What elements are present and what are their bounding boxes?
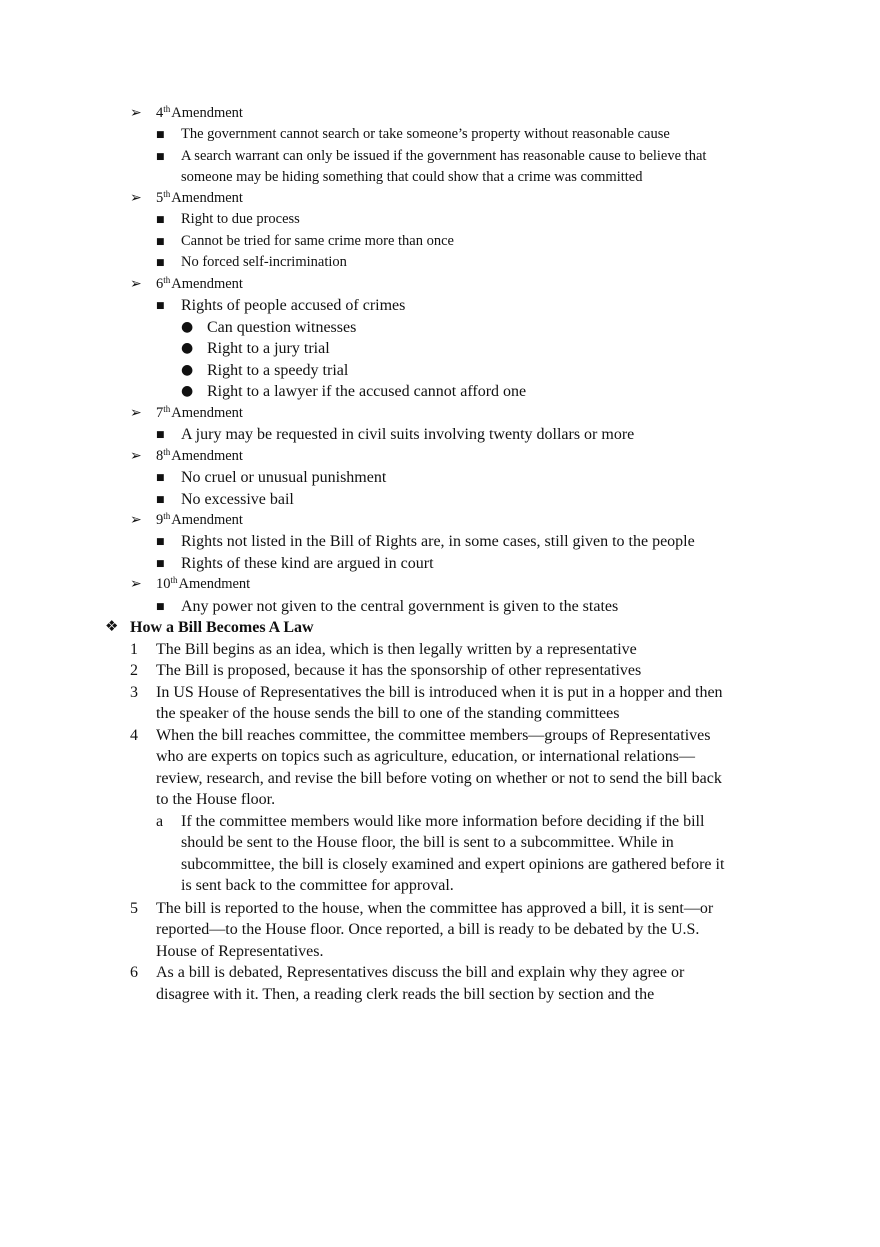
round-bullet-icon: ● — [181, 362, 194, 378]
substep-text: subcommittee, the bill is closely examined and expert opinions are gathered before it — [181, 856, 725, 873]
step-text: who are experts on topics such as agriculture, education, or international relations— — [156, 748, 695, 765]
step-text: When the bill reaches committee, the committee members—groups of Representatives — [156, 727, 711, 744]
step-text: disagree with it. Then, a reading clerk reads the bill section by section and the — [156, 986, 655, 1003]
amendment-heading — [156, 277, 243, 292]
arrow-bullet-icon: ➢ — [130, 405, 142, 421]
step-text: the speaker of the house sends the bill to one of the standing committees — [156, 705, 620, 722]
amendment-heading — [156, 191, 243, 206]
substep-letter: a — [156, 813, 164, 830]
square-bullet-icon: ■ — [156, 130, 165, 140]
amendment-point-text: Rights of these kind are argued in court — [181, 555, 434, 572]
section-title: How a Bill Becomes A Law — [130, 619, 314, 636]
square-bullet-icon: ■ — [156, 602, 165, 612]
arrow-bullet-icon: ➢ — [130, 448, 142, 464]
amendment-heading — [156, 449, 243, 464]
amendment-point-text: Cannot be tried for same crime more than once — [181, 233, 454, 249]
amendment-ordinal-suffix: th — [163, 275, 171, 285]
amendment-heading — [156, 577, 250, 592]
amendment-label: Amendment — [171, 190, 243, 206]
square-bullet-icon: ■ — [156, 495, 165, 505]
arrow-bullet-icon: ➢ — [130, 276, 142, 292]
step-text: reported—to the House floor. Once reported, a bill is ready to be debated by the U.S. — [156, 921, 700, 938]
amendment-point-text: No excessive bail — [181, 491, 294, 508]
amendment-ordinal-suffix: th — [163, 104, 171, 114]
amendment-number: 10 — [156, 576, 171, 592]
amendment-point-text: A jury may be requested in civil suits involving twenty dollars or more — [181, 426, 635, 443]
round-bullet-icon: ● — [181, 383, 194, 399]
right-item-text: Can question witnesses — [207, 319, 357, 336]
step-text: The Bill begins as an idea, which is then legally written by a representative — [156, 641, 637, 658]
amendment-heading — [156, 406, 243, 421]
step-text: House of Representatives. — [156, 943, 324, 960]
step-text: The bill is reported to the house, when the committee has approved a bill, it is sent—or — [156, 900, 714, 917]
square-bullet-icon: ■ — [156, 215, 165, 225]
amendment-point-text: No cruel or unusual punishment — [181, 469, 387, 486]
substep-text: is sent back to the committee for approval. — [181, 877, 454, 894]
arrow-bullet-icon: ➢ — [130, 190, 142, 206]
step-text: As a bill is debated, Representatives discuss the bill and explain why they agree or — [156, 964, 685, 981]
amendment-number: 6 — [156, 276, 164, 292]
amendment-ordinal-suffix: th — [163, 447, 171, 457]
amendment-number: 9 — [156, 512, 164, 528]
step-number: 2 — [130, 662, 138, 679]
step-number: 5 — [130, 900, 138, 917]
amendment-label: Amendment — [171, 276, 243, 292]
amendment-point-text: The government cannot search or take someone’s property without reasonable cause — [181, 126, 670, 142]
amendment-point-text: A search warrant can only be issued if the government has reasonable cause to believe that — [181, 148, 707, 164]
square-bullet-icon: ■ — [156, 537, 165, 547]
square-bullet-icon: ■ — [156, 559, 165, 569]
step-number: 6 — [130, 964, 138, 981]
square-bullet-icon: ■ — [156, 237, 165, 247]
round-bullet-icon: ● — [181, 319, 194, 335]
round-bullet-icon: ● — [181, 340, 194, 356]
square-bullet-icon: ■ — [156, 430, 165, 440]
amendment-label: Amendment — [171, 448, 243, 464]
amendment-label: Amendment — [171, 512, 243, 528]
amendment-ordinal-suffix: th — [170, 575, 178, 585]
amendment-heading — [156, 106, 243, 121]
amendment-point-text: Right to due process — [181, 211, 300, 227]
square-bullet-icon: ■ — [156, 473, 165, 483]
amendment-ordinal-suffix: th — [163, 404, 171, 414]
right-item-text: Right to a jury trial — [207, 340, 330, 357]
arrow-bullet-icon: ➢ — [130, 105, 142, 121]
amendment-ordinal-suffix: th — [163, 511, 171, 521]
right-item-text: Right to a speedy trial — [207, 362, 349, 379]
square-bullet-icon: ■ — [156, 152, 165, 162]
substep-text: should be sent to the House floor, the bill is sent to a subcommittee. While in — [181, 834, 674, 851]
amendment-point-text: someone may be hiding something that could show that a crime was committed — [181, 169, 643, 185]
amendment-point-text: Any power not given to the central government is given to the states — [181, 598, 619, 615]
arrow-bullet-icon: ➢ — [130, 512, 142, 528]
step-number: 1 — [130, 641, 138, 658]
amendment-number: 7 — [156, 405, 164, 421]
step-text: The Bill is proposed, because it has the sponsorship of other representatives — [156, 662, 642, 679]
arrow-bullet-icon: ➢ — [130, 576, 142, 592]
step-text: review, research, and revise the bill before voting on whether or not to send the bill back — [156, 770, 722, 787]
square-bullet-icon: ■ — [156, 258, 165, 268]
step-number: 4 — [130, 727, 138, 744]
amendment-label: Amendment — [171, 105, 243, 121]
right-item-text: Right to a lawyer if the accused cannot afford one — [207, 383, 527, 400]
diamond-bullet-icon: ❖ — [105, 617, 119, 635]
amendment-label: Amendment — [178, 576, 251, 592]
step-text: to the House floor. — [156, 791, 276, 808]
square-bullet-icon: ■ — [156, 301, 165, 311]
step-number: 3 — [130, 684, 138, 701]
amendment-point-text: Rights not listed in the Bill of Rights are, in some cases, still given to the people — [181, 533, 695, 550]
amendment-label: Amendment — [171, 405, 243, 421]
amendment-ordinal-suffix: th — [163, 189, 171, 199]
amendment-point-text: No forced self-incrimination — [181, 254, 347, 270]
amendment-number: 5 — [156, 190, 164, 206]
amendment-point-text: Rights of people accused of crimes — [181, 297, 406, 314]
step-text: In US House of Representatives the bill is introduced when it is put in a hopper and then — [156, 684, 723, 701]
amendment-number: 8 — [156, 448, 164, 464]
substep-text: If the committee members would like more information before deciding if the bill — [181, 813, 705, 830]
amendment-number: 4 — [156, 105, 164, 121]
amendment-heading — [156, 513, 243, 528]
